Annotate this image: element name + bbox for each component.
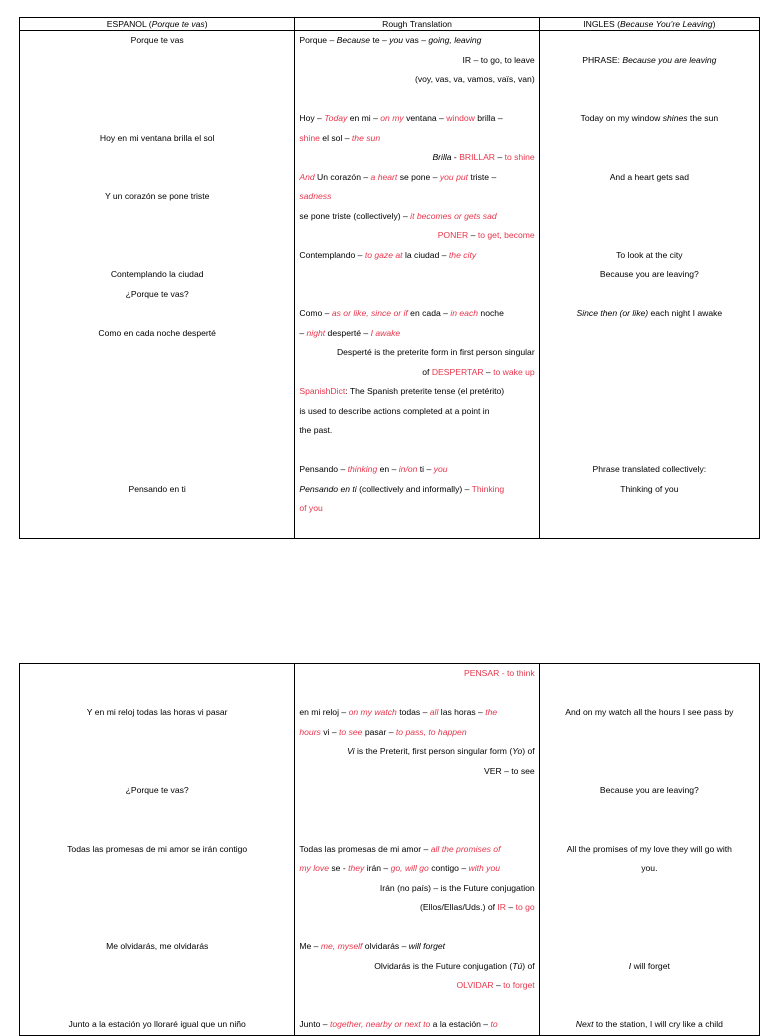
translation-table-1	[19, 17, 760, 539]
table-row	[20, 31, 760, 539]
english-cell: And on my watch all the hours I see pass by Because you are leaving? All the promises of my love they will go with you. I will forget Next to the station, I will cry like a child	[539, 664, 759, 1036]
translation-cell: PENSAR - to think en mi reloj – on my watch todas – all las horas – the hours vi – to see pasar – to pass, to happen Vi is the Preterit, first person singular form (Yo) of VER – to see Todas las promesas de mi amor – all the promises of my love se - they irán – go, will go contigo – with you Irán (no país) – is the Future conjugation (Ellos/Ellas/Uds.) of IR – to go Me – me, myself olvidarás – will forget Olvidarás is the Future conjugation (Tú) of OLVIDAR – to forget Junto – together, nearby or next to a la estación – to	[295, 664, 539, 1036]
header-row	[20, 18, 760, 31]
translation-cell: Porque – Because te – you vas – going, leaving IR – to go, to leave (voy, vas, va, vamos, vaïs, van) Hoy – Today en mi – on my ventana – window brilla – shine el sol – the sun Brilla - BRILLAR – to shine And Un corazón – a heart se pone – you put triste – sadness se pone triste (collectively) – it becomes or gets sad PONER – to get, become Contemplando – to gaze at la ciudad – the city Como – as or like, since or if en cada – in each noche – night desperté – I awake Desperté is the preterite form in first person singular of DESPERTAR – to wake up SpanishDict: The Spanish preterite tense (el pretérito) is used to describe actions completed at a point in the past. Pensando – thinking en – in/on ti – you Pensando en ti (collectively and informally) – Thinking of you	[295, 31, 539, 539]
spanish-cell: Y en mi reloj todas las horas vi pasar ¿Porque te vas? Todas las promesas de mi amor se irán contigo Me olvidarás, me olvidarás Junto a la estación yo lloraré igual que un niño	[20, 664, 295, 1036]
header-rough-translation: Rough Translation	[295, 18, 539, 31]
spanish-cell: Porque te vas Hoy en mi ventana brilla el sol Y un corazón se pone triste Contemplando la ciudad ¿Porque te vas? Como en cada noche desperté Pensando en ti	[20, 31, 295, 539]
english-cell: PHRASE: Because you are leaving Today on my window shines the sun And a heart gets sad To look at the city Because you are leaving? Since then (or like) each night I awake Phrase translated collectively: Thinking of you	[539, 31, 759, 539]
header-espanol: ESPANOL (Porque te vas)	[20, 18, 295, 31]
header-ingles: INGLES (Because You’re Leaving)	[539, 18, 759, 31]
translation-table-2	[19, 663, 760, 1036]
table-row	[20, 664, 760, 1036]
